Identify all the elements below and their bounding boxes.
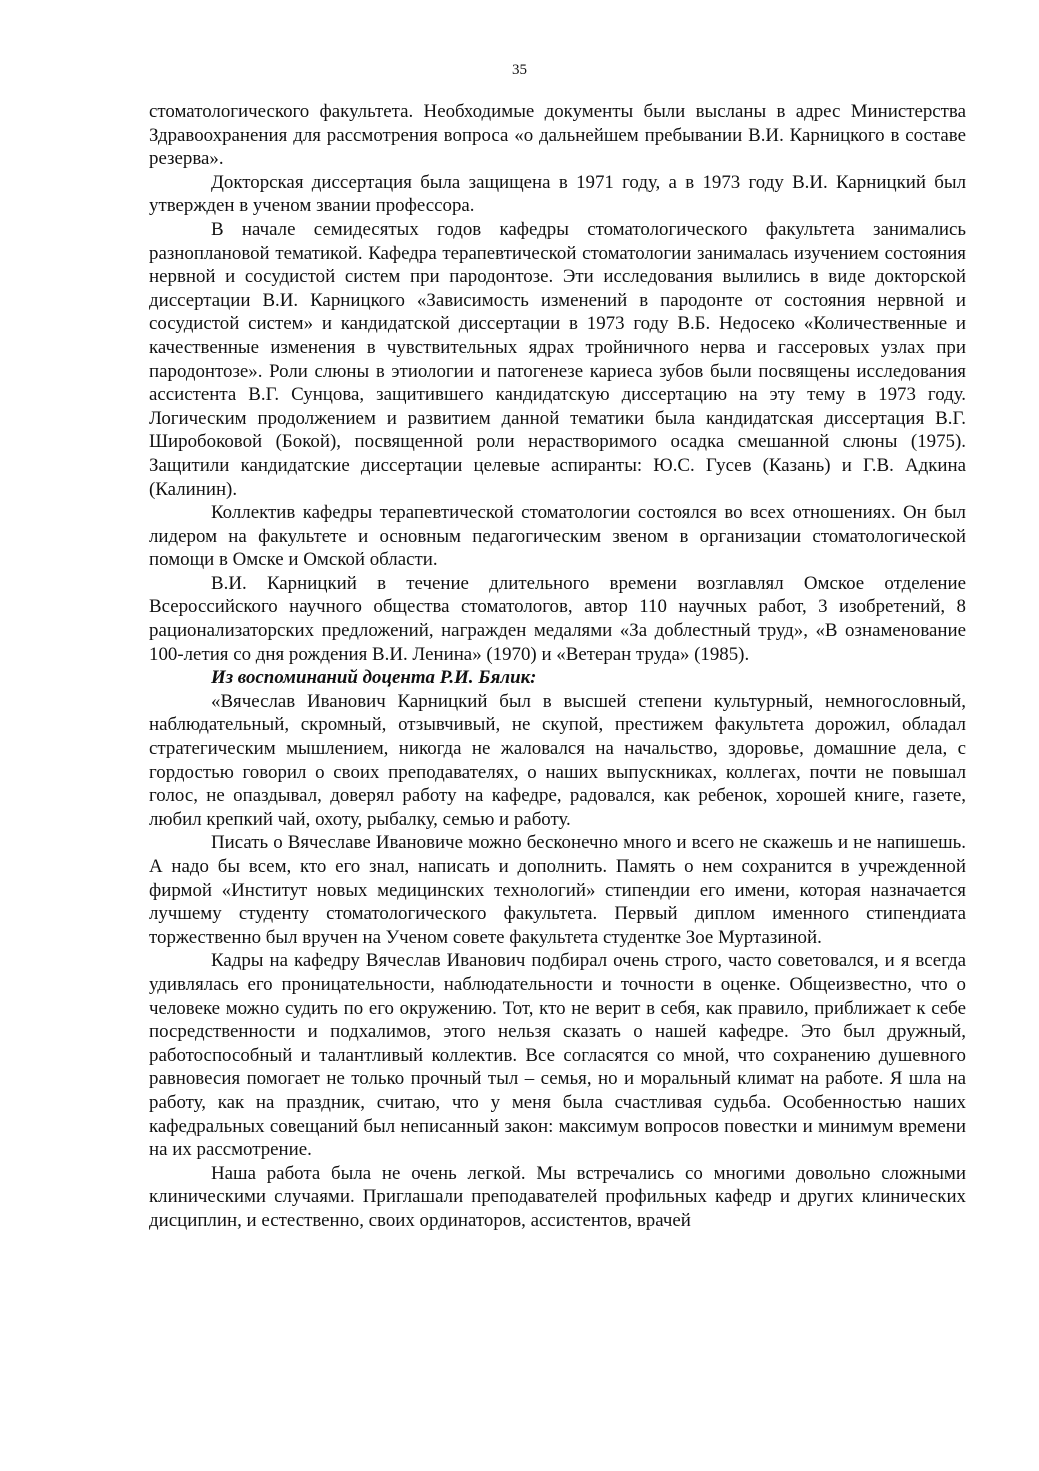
paragraph-memoir-staff: Кадры на кафедру Вячеслав Иванович подбирал очень строго, часто советовался, и я всегда удивлялась его проницательности, наблюдательности и точности в оценке. Общеизвестно, что о человеке можно судить по его окружению. Тот, кто не верит в себя, как правило, приближает к себе посредственности и подхалимов, этого нельзя сказать о нашей кафедре. Это был дружный, работоспособный и талантливый коллектив. Все согласятся со мной, что сохранению душевного равновесия помогает не только прочный тыл – семья, но и моральный климат на работе. Я шла на работу, как на праздник, считаю, что у меня была счастливая судьба. Особенностью наших кафедральных совещаний был неписанный закон: максимум вопросов повестки и минимум времени на их рассмотрение. bbox=[149, 950, 966, 1161]
page-content bbox=[149, 100, 966, 1233]
paragraph-research-topics: В начале семидесятых годов кафедры стоматологического факультета занимались разноплановой тематикой. Кафедра терапевтической стоматологии занималась изучением состояния нервной и сосудистой систем при пародонтозе. Эти исследования вылились в виде докторской диссертации В.И. Карницкого «Зависимость изменений в пародонте от состояния нервной и сосудистой систем» и кандидатской диссертации в 1973 году В.Б. Недосеко «Количественные и качественные изменения в чувствительных ядрах тройничного нерва и гассеровых узлах при пародонтозе». Роли слюны в этиологии и патогенезе кариеса зубов были посвящены исследования ассистента В.Г. Сунцова, защитившего кандидатскую диссертацию на эту тему в 1973 году. Логическим продолжением и развитием данной тематики была кандидатская диссертация В.Г. Широбоковой (Бокой), посвященной роли нерастворимого осадка смешанной слюны (1975). Защитили кандидатские диссертации целевые аспиранты: Ю.С. Гусев (Казань) и Г.В. Адкина (Калинин). bbox=[149, 218, 966, 500]
paragraph-memoir-work: Наша работа была не очень легкой. Мы встречались со многими довольно сложными клиническими случаями. Приглашали преподавателей профильных кафедр и других клинических дисциплин, и естественно, своих ординаторов, ассистентов, врачей bbox=[149, 1162, 966, 1231]
paragraph-karnitsky-achievements: В.И. Карницкий в течение длительного времени возглавлял Омское отделение Всероссийского научного общества стоматологов, автор 110 научных работ, 3 изобретений, 8 рационализаторских предложений, награжден медалями «За доблестный труд», «В ознаменование 100-летия со дня рождения В.И. Ленина» (1970) и «Ветеран труда» (1985). bbox=[149, 572, 966, 665]
page-number: 35 bbox=[512, 62, 527, 78]
paragraph-dissertation-defense: Докторская диссертация была защищена в 1971 году, а в 1973 году В.И. Карницкий был утвержден в ученом звании профессора. bbox=[149, 171, 966, 217]
paragraph-memoir-scholarship: Писать о Вячеславе Ивановиче можно бесконечно много и всего не скажешь и не напишешь. А надо бы всем, кто его знал, написать и дополнить. Память о нем сохранится в учрежденной фирмой «Институт новых медицинских технологий» стипендии его имени, которая назначается лучшему студенту стоматологического факультета. Первый диплом именного стипендиата торжественно был вручен на Ученом совете факультета студентке Зое Муртазиной. bbox=[149, 832, 966, 948]
paragraph-memoir-character: «Вячеслав Иванович Карницкий был в высшей степени культурный, немногословный, наблюдательный, скромный, отзывчивый, не скупой, престижем факультета дорожил, обладал стратегическим мышлением, никогда не жаловался на начальство, здоровье, домашние дела, с гордостью говорил о своих преподавателях, о наших выпускниках, коллегах, почти не повышал голос, не опаздывал, доверял работу на кафедре, радовался, как ребенок, хорошей книге, газете, любил крепкий чай, охоту, рыбалку, семью и работу. bbox=[149, 690, 966, 830]
paragraph-continuation: стоматологического факультета. Необходимые документы были высланы в адрес Министерства Здравоохранения для рассмотрения вопроса «о дальнейшем пребывании В.И. Карницкого в составе резерва». bbox=[149, 101, 966, 170]
section-heading-memoirs: Из воспоминаний доцента Р.И. Бялик: bbox=[211, 667, 537, 689]
paragraph-department-team: Коллектив кафедры терапевтической стоматологии состоялся во всех отношениях. Он был лидером на факультете и основным педагогическим звеном в организации стоматологической помощи в Омске и Омской области. bbox=[149, 502, 966, 571]
